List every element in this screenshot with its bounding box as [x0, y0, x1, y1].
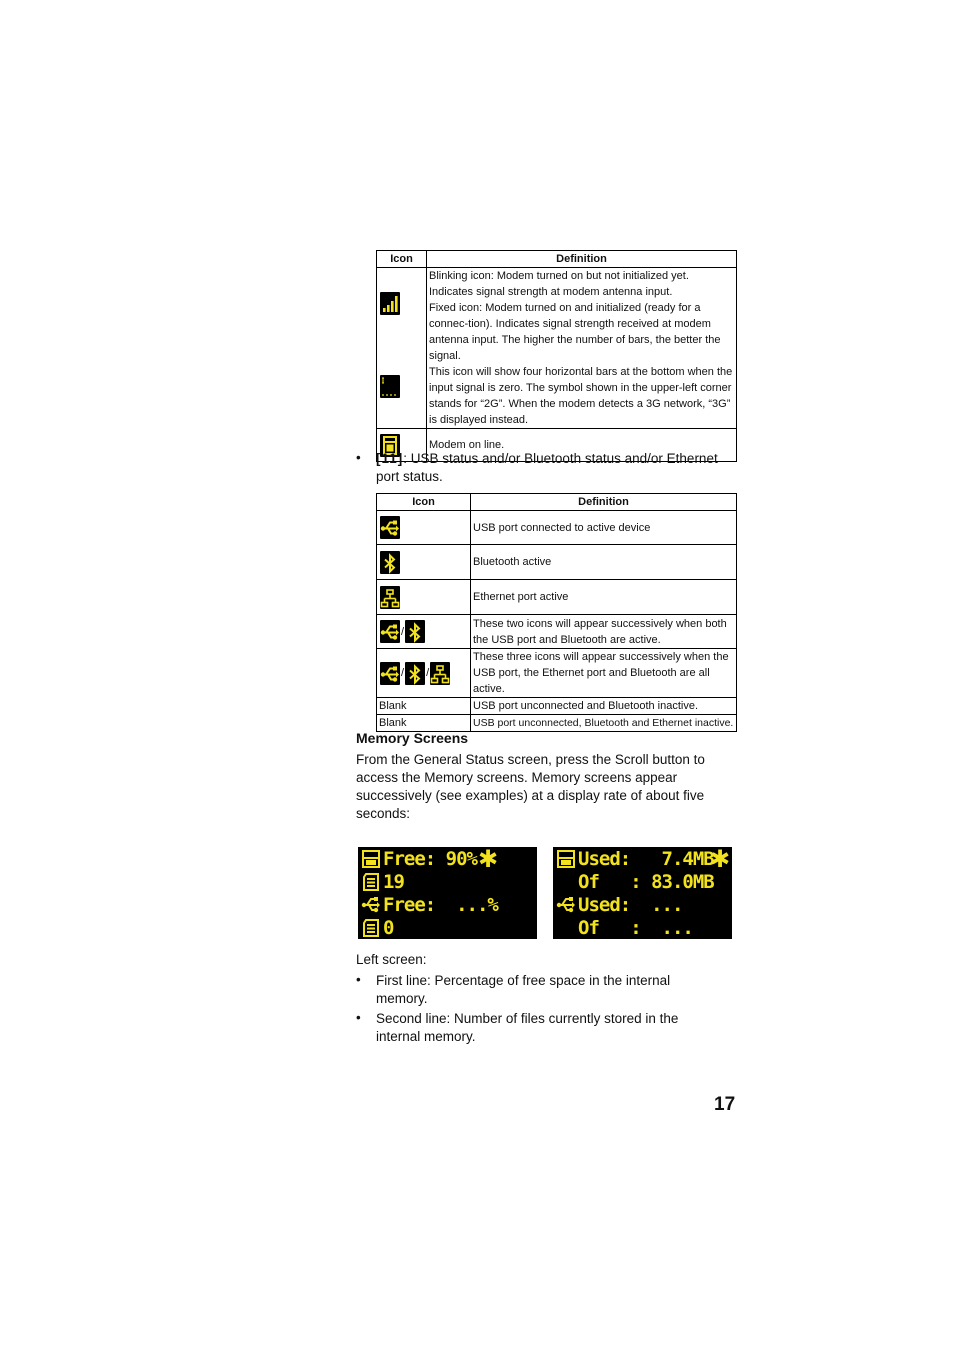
- table-row-ethernet-definition: Ethernet port active: [471, 580, 737, 615]
- icon-separator: /: [401, 667, 405, 679]
- signal-fixed-definition: Fixed icon: Modem turned on and initialized (ready for a connec-tion). Indicates signal strength received at modem antenna input. The higher the number of bars, the better the signal.: [429, 302, 721, 362]
- usb-icon: [556, 895, 576, 915]
- left-screen-line-3: Free: ...%: [383, 894, 498, 916]
- icon-separator: /: [401, 625, 405, 638]
- left-screen-line-1: Free: 90%: [383, 848, 477, 870]
- ethernet-icon: [380, 586, 400, 609]
- table1-header-definition: Definition: [427, 251, 737, 268]
- signal-blinking-definition: Blinking icon: Modem turned on but not initialized yet. Indicates signal strength at modem antenna input.: [429, 270, 689, 298]
- file-icon: [361, 918, 381, 938]
- right-screen-line-1: Used: 7.4MB: [578, 848, 714, 870]
- zero-signal-icon: [380, 375, 400, 398]
- table-row-bluetooth-definition: Bluetooth active: [471, 545, 737, 580]
- usb-status-text: : USB status and/or Bluetooth status and/or Ethernet port status.: [376, 451, 718, 484]
- table-row-usb-definition: USB port connected to active device: [471, 511, 737, 545]
- usb-icon: [380, 662, 400, 685]
- table-row-blank-definition: USB port unconnected and Bluetooth inactive.: [471, 698, 737, 715]
- modem-online-definition: Modem on line.: [427, 429, 737, 462]
- memory-screens-heading: Memory Screens: [356, 730, 469, 746]
- left-screen-bullet-2: Second line: Number of files currently stored in the internal memory.: [376, 1011, 679, 1044]
- memory-screen-right: [553, 847, 732, 939]
- bullet-marker: •: [356, 1010, 361, 1025]
- table-row-usb-bt-definition: These two icons will appear successively when both the USB port and Bluetooth are active.: [471, 615, 737, 649]
- right-screen-line-3: Used: ...: [578, 894, 683, 916]
- table-row-blank-icon: Blank: [377, 715, 471, 732]
- right-screen-line-2: Of : 83.0MB: [578, 871, 714, 893]
- modem-icon-table: [376, 250, 737, 462]
- memory-screen-left: [358, 847, 537, 939]
- memory-card-icon: [556, 849, 576, 869]
- item-tag: [11]: [376, 451, 404, 466]
- table2-header-icon: Icon: [377, 494, 471, 511]
- bluetooth-icon: [405, 620, 425, 643]
- usb-icon: [361, 895, 381, 915]
- table-row-blank-definition: USB port unconnected, Bluetooth and Ethernet inactive.: [471, 715, 737, 732]
- memory-card-icon: [361, 849, 381, 869]
- asterisk-icon: ✱: [710, 847, 731, 873]
- icon-separator: /: [426, 667, 430, 679]
- left-screen-label: Left screen:: [356, 952, 427, 967]
- right-screen-line-4: Of : ...: [578, 917, 693, 939]
- ethernet-icon: [430, 662, 450, 685]
- signal-zero-definition: This icon will show four horizontal bars at the bottom when the input signal is zero. The symbol shown in the upper-left corner stands for “2G”. When the modem detects a 3G network, “3G” is displayed instead.: [429, 366, 733, 426]
- usb-status-bullet: [376, 450, 738, 486]
- table-row-usb-bt-eth-definition: These three icons will appear successively when the USB port, the Ethernet port and Bluetooth are all active.: [471, 649, 737, 698]
- bullet-marker: •: [356, 450, 361, 465]
- bluetooth-icon: [405, 662, 425, 685]
- port-status-table: [376, 493, 737, 732]
- page-number: 17: [714, 1094, 736, 1115]
- bluetooth-icon: [380, 551, 400, 574]
- left-screen-bullet-1: First line: Percentage of free space in the internal memory.: [376, 973, 671, 1006]
- table2-header-definition: Definition: [471, 494, 737, 511]
- table-row-blank-icon: Blank: [377, 698, 471, 715]
- signal-bars-icon: [380, 292, 400, 315]
- left-screen-line-4: 0: [383, 917, 394, 939]
- usb-icon: [380, 516, 400, 539]
- asterisk-icon: ✱: [478, 847, 499, 873]
- bullet-marker: •: [356, 972, 361, 987]
- memory-screens-paragraph: From the General Status screen, press the Scroll button to access the Memory screens. Memory screens appear successively (see examples) at a display rate of about five seconds:: [356, 752, 705, 821]
- table1-header-icon: Icon: [377, 251, 427, 268]
- usb-icon: [380, 620, 400, 643]
- file-icon: [361, 872, 381, 892]
- left-screen-line-2: 19: [383, 871, 404, 893]
